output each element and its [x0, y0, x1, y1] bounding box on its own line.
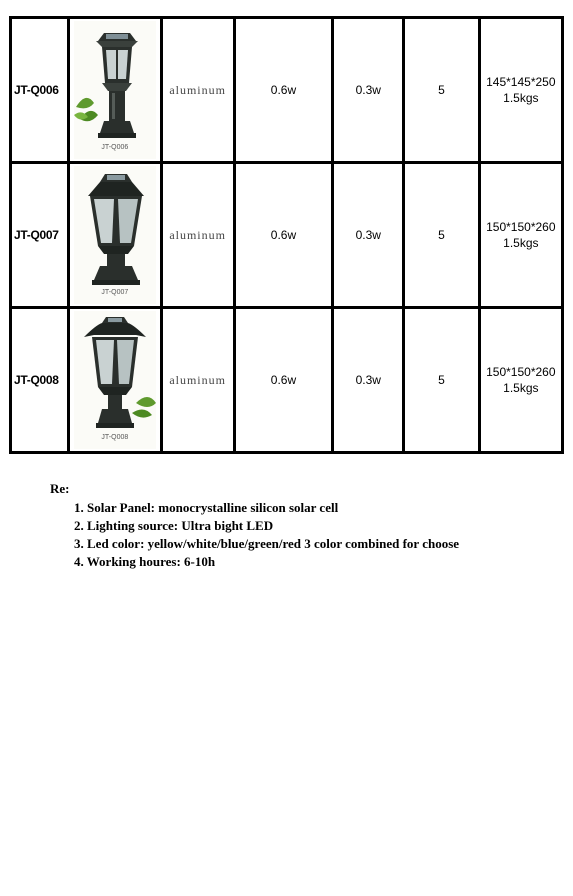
solar-lantern-lamp-image — [74, 166, 156, 304]
notes-heading: Re: — [50, 481, 70, 496]
table-row — [11, 18, 563, 163]
quantity-cell: 5 — [404, 163, 479, 308]
notes-section — [50, 480, 459, 571]
size-weight-cell — [479, 163, 562, 308]
size-text: 150*150*260 — [486, 365, 556, 379]
photo-cell — [69, 18, 161, 163]
product-photo — [74, 311, 156, 449]
photo-cell — [69, 308, 161, 453]
solar-pagoda-lamp-image — [74, 311, 156, 449]
quantity-cell: 5 — [404, 308, 479, 453]
material-cell: aluminum — [161, 308, 234, 453]
list-item: 2. Lighting source: Ultra bight LED — [74, 518, 274, 533]
photo-caption: JT-Q006 — [101, 144, 129, 151]
table-row — [11, 308, 563, 453]
power-1-cell: 0.6w — [234, 308, 332, 453]
list-item: 4. Working houres: 6-10h — [74, 554, 216, 569]
power-1-cell: 0.6w — [234, 18, 332, 163]
material-cell: aluminum — [161, 18, 234, 163]
size-weight-cell — [479, 18, 562, 163]
quantity-cell: 5 — [404, 18, 479, 163]
power-2-cell: 0.3w — [333, 308, 404, 453]
list-item: 1. Solar Panel: monocrystalline silicon solar cell — [74, 500, 339, 515]
material-cell: aluminum — [161, 163, 234, 308]
product-photo — [74, 166, 156, 304]
size-text: 150*150*260 — [486, 220, 556, 234]
product-photo — [74, 21, 156, 159]
table-row — [11, 163, 563, 308]
photo-caption: JT-Q007 — [101, 289, 129, 296]
power-1-cell: 0.6w — [234, 163, 332, 308]
model-cell: JT-Q006 — [11, 18, 69, 163]
weight-text: 1.5kgs — [503, 91, 539, 105]
size-text: 145*145*250 — [486, 75, 556, 89]
solar-pillar-lamp-image — [74, 21, 156, 159]
list-item: 3. Led color: yellow/white/blue/green/red 3 color combined for choose — [74, 536, 460, 551]
model-cell: JT-Q007 — [11, 163, 69, 308]
power-2-cell: 0.3w — [333, 18, 404, 163]
photo-cell — [69, 163, 161, 308]
model-cell: JT-Q008 — [11, 308, 69, 453]
weight-text: 1.5kgs — [503, 381, 539, 395]
weight-text: 1.5kgs — [503, 236, 539, 250]
power-2-cell: 0.3w — [333, 163, 404, 308]
product-spec-table — [9, 16, 564, 454]
notes-list — [50, 499, 459, 571]
photo-caption: JT-Q008 — [101, 434, 129, 441]
size-weight-cell — [479, 308, 562, 453]
